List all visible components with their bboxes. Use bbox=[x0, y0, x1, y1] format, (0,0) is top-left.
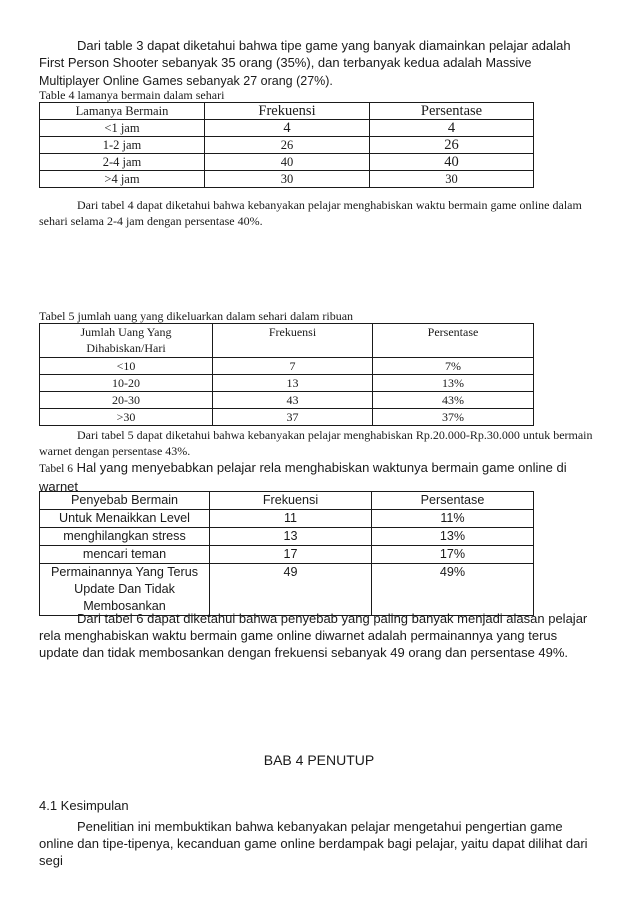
table6-header-row bbox=[40, 492, 534, 510]
table5 bbox=[39, 323, 534, 426]
table-row bbox=[40, 510, 534, 528]
table-row bbox=[40, 120, 534, 137]
table-row bbox=[40, 171, 534, 188]
table-cell: <10 bbox=[40, 358, 213, 375]
table-cell: 13 bbox=[213, 375, 373, 392]
table5-header-cell: Persentase bbox=[373, 324, 534, 358]
table-cell: 17 bbox=[210, 546, 372, 564]
table-cell: 11% bbox=[372, 510, 534, 528]
table6-header-cell: Penyebab Bermain bbox=[40, 492, 210, 510]
table-cell: 30 bbox=[370, 171, 534, 188]
table5-header-cell: Jumlah Uang Yang Dihabiskan/Hari bbox=[40, 324, 213, 358]
table-cell: 20-30 bbox=[40, 392, 213, 409]
table-cell: 26 bbox=[205, 137, 370, 154]
table4-header-cell: Lamanya Bermain bbox=[40, 103, 205, 120]
table6-caption bbox=[39, 459, 595, 495]
table-row bbox=[40, 137, 534, 154]
table6-header-cell: Frekuensi bbox=[210, 492, 372, 510]
table-cell: 11 bbox=[210, 510, 372, 528]
table4-caption: Table 4 lamanya bermain dalam sehari bbox=[39, 88, 225, 102]
chapter-heading: BAB 4 PENUTUP bbox=[263, 752, 375, 768]
table5-caption: Tabel 5 jumlah uang yang dikeluarkan dalam sehari dalam ribuan bbox=[39, 309, 354, 323]
table-cell: >4 jam bbox=[40, 171, 205, 188]
table-cell: 4 bbox=[370, 120, 534, 137]
table-cell: >30 bbox=[40, 409, 213, 426]
table5-note: Dari tabel 5 dapat diketahui bahwa kebanyakan pelajar menghabiskan Rp.20.000-Rp.30.000 untuk bermain warnet dengan persentase 43%. bbox=[39, 428, 593, 458]
table6-note: Dari tabel 6 dapat diketahui bahwa penyebab yang paling banyak menjadi alasan pelajar rela menghabiskan waktu bermain game online diwarnet adalah permainannya yang terus update dan tidak membosankan dengan frekuensi sebanyak 49 orang dan persentase 49%. bbox=[39, 611, 588, 660]
table5-header-cell: Frekuensi bbox=[213, 324, 373, 358]
table5-header-row bbox=[40, 324, 534, 358]
intro-paragraph-part2: Massive Multiplayer Online Games sebanyak 27 orang (27%). bbox=[39, 56, 532, 88]
table-cell: 26 bbox=[370, 137, 534, 154]
table-cell: 40 bbox=[205, 154, 370, 171]
table6-header-cell: Persentase bbox=[372, 492, 534, 510]
section-heading: 4.1 Kesimpulan bbox=[39, 798, 129, 813]
table-cell: Untuk Menaikkan Level bbox=[40, 510, 210, 528]
table-cell: 1-2 jam bbox=[40, 137, 205, 154]
table-cell: 7% bbox=[373, 358, 534, 375]
table-cell: 43 bbox=[213, 392, 373, 409]
table-cell: 13% bbox=[373, 375, 534, 392]
table4 bbox=[39, 102, 534, 188]
table-cell: 30 bbox=[205, 171, 370, 188]
table-cell: 49 bbox=[210, 564, 372, 616]
table-cell: <1 jam bbox=[40, 120, 205, 137]
table-cell: 10-20 bbox=[40, 375, 213, 392]
table4-note: Dari tabel 4 dapat diketahui bahwa kebanyakan pelajar menghabiskan waktu bermain game online dalam sehari selama 2-4 jam dengan persentase 40%. bbox=[39, 198, 582, 228]
table-cell: mencari teman bbox=[40, 546, 210, 564]
table-row bbox=[40, 358, 534, 375]
table4-header-cell: Persentase bbox=[370, 103, 534, 120]
table-cell: Permainannya Yang Terus Update Dan Tidak Membosankan bbox=[40, 564, 210, 616]
table-cell: 49% bbox=[372, 564, 534, 616]
table-row bbox=[40, 528, 534, 546]
table6 bbox=[39, 491, 534, 616]
table-row bbox=[40, 375, 534, 392]
table-cell: 4 bbox=[205, 120, 370, 137]
conclusion-paragraph: Penelitian ini membuktikan bahwa kebanyakan pelajar mengetahui pengertian game online dan tipe-tipenya, kecanduan game online berdampak bagi pelajar, yaitu dapat dilihat dari segi bbox=[39, 819, 588, 868]
table-cell: 13% bbox=[372, 528, 534, 546]
table-cell: 2-4 jam bbox=[40, 154, 205, 171]
intro-paragraph bbox=[39, 37, 595, 90]
table-row bbox=[40, 154, 534, 171]
table-row bbox=[40, 392, 534, 409]
table-cell: 7 bbox=[213, 358, 373, 375]
table-row bbox=[40, 564, 534, 616]
table4-header-row bbox=[40, 103, 534, 120]
table-cell: 43% bbox=[373, 392, 534, 409]
table-cell: 37 bbox=[213, 409, 373, 426]
table4-header-cell: Frekuensi bbox=[205, 103, 370, 120]
table-cell: 17% bbox=[372, 546, 534, 564]
table-cell: 13 bbox=[210, 528, 372, 546]
table-row bbox=[40, 546, 534, 564]
intro-paragraph-part1: Dari table 3 dapat diketahui bahwa tipe game yang banyak diamainkan pelajar adalah First Person Shooter sebanyak 35 orang (35%), dan terbanyak kedua adalah bbox=[39, 38, 571, 70]
table6-caption-text: Hal yang menyebabkan pelajar rela menghabiskan waktunya bermain game online di warnet bbox=[39, 460, 567, 494]
table6-caption-label: Tabel 6 bbox=[39, 463, 74, 475]
table-cell: 40 bbox=[370, 154, 534, 171]
table-cell: menghilangkan stress bbox=[40, 528, 210, 546]
table-cell: 37% bbox=[373, 409, 534, 426]
table-row bbox=[40, 409, 534, 426]
